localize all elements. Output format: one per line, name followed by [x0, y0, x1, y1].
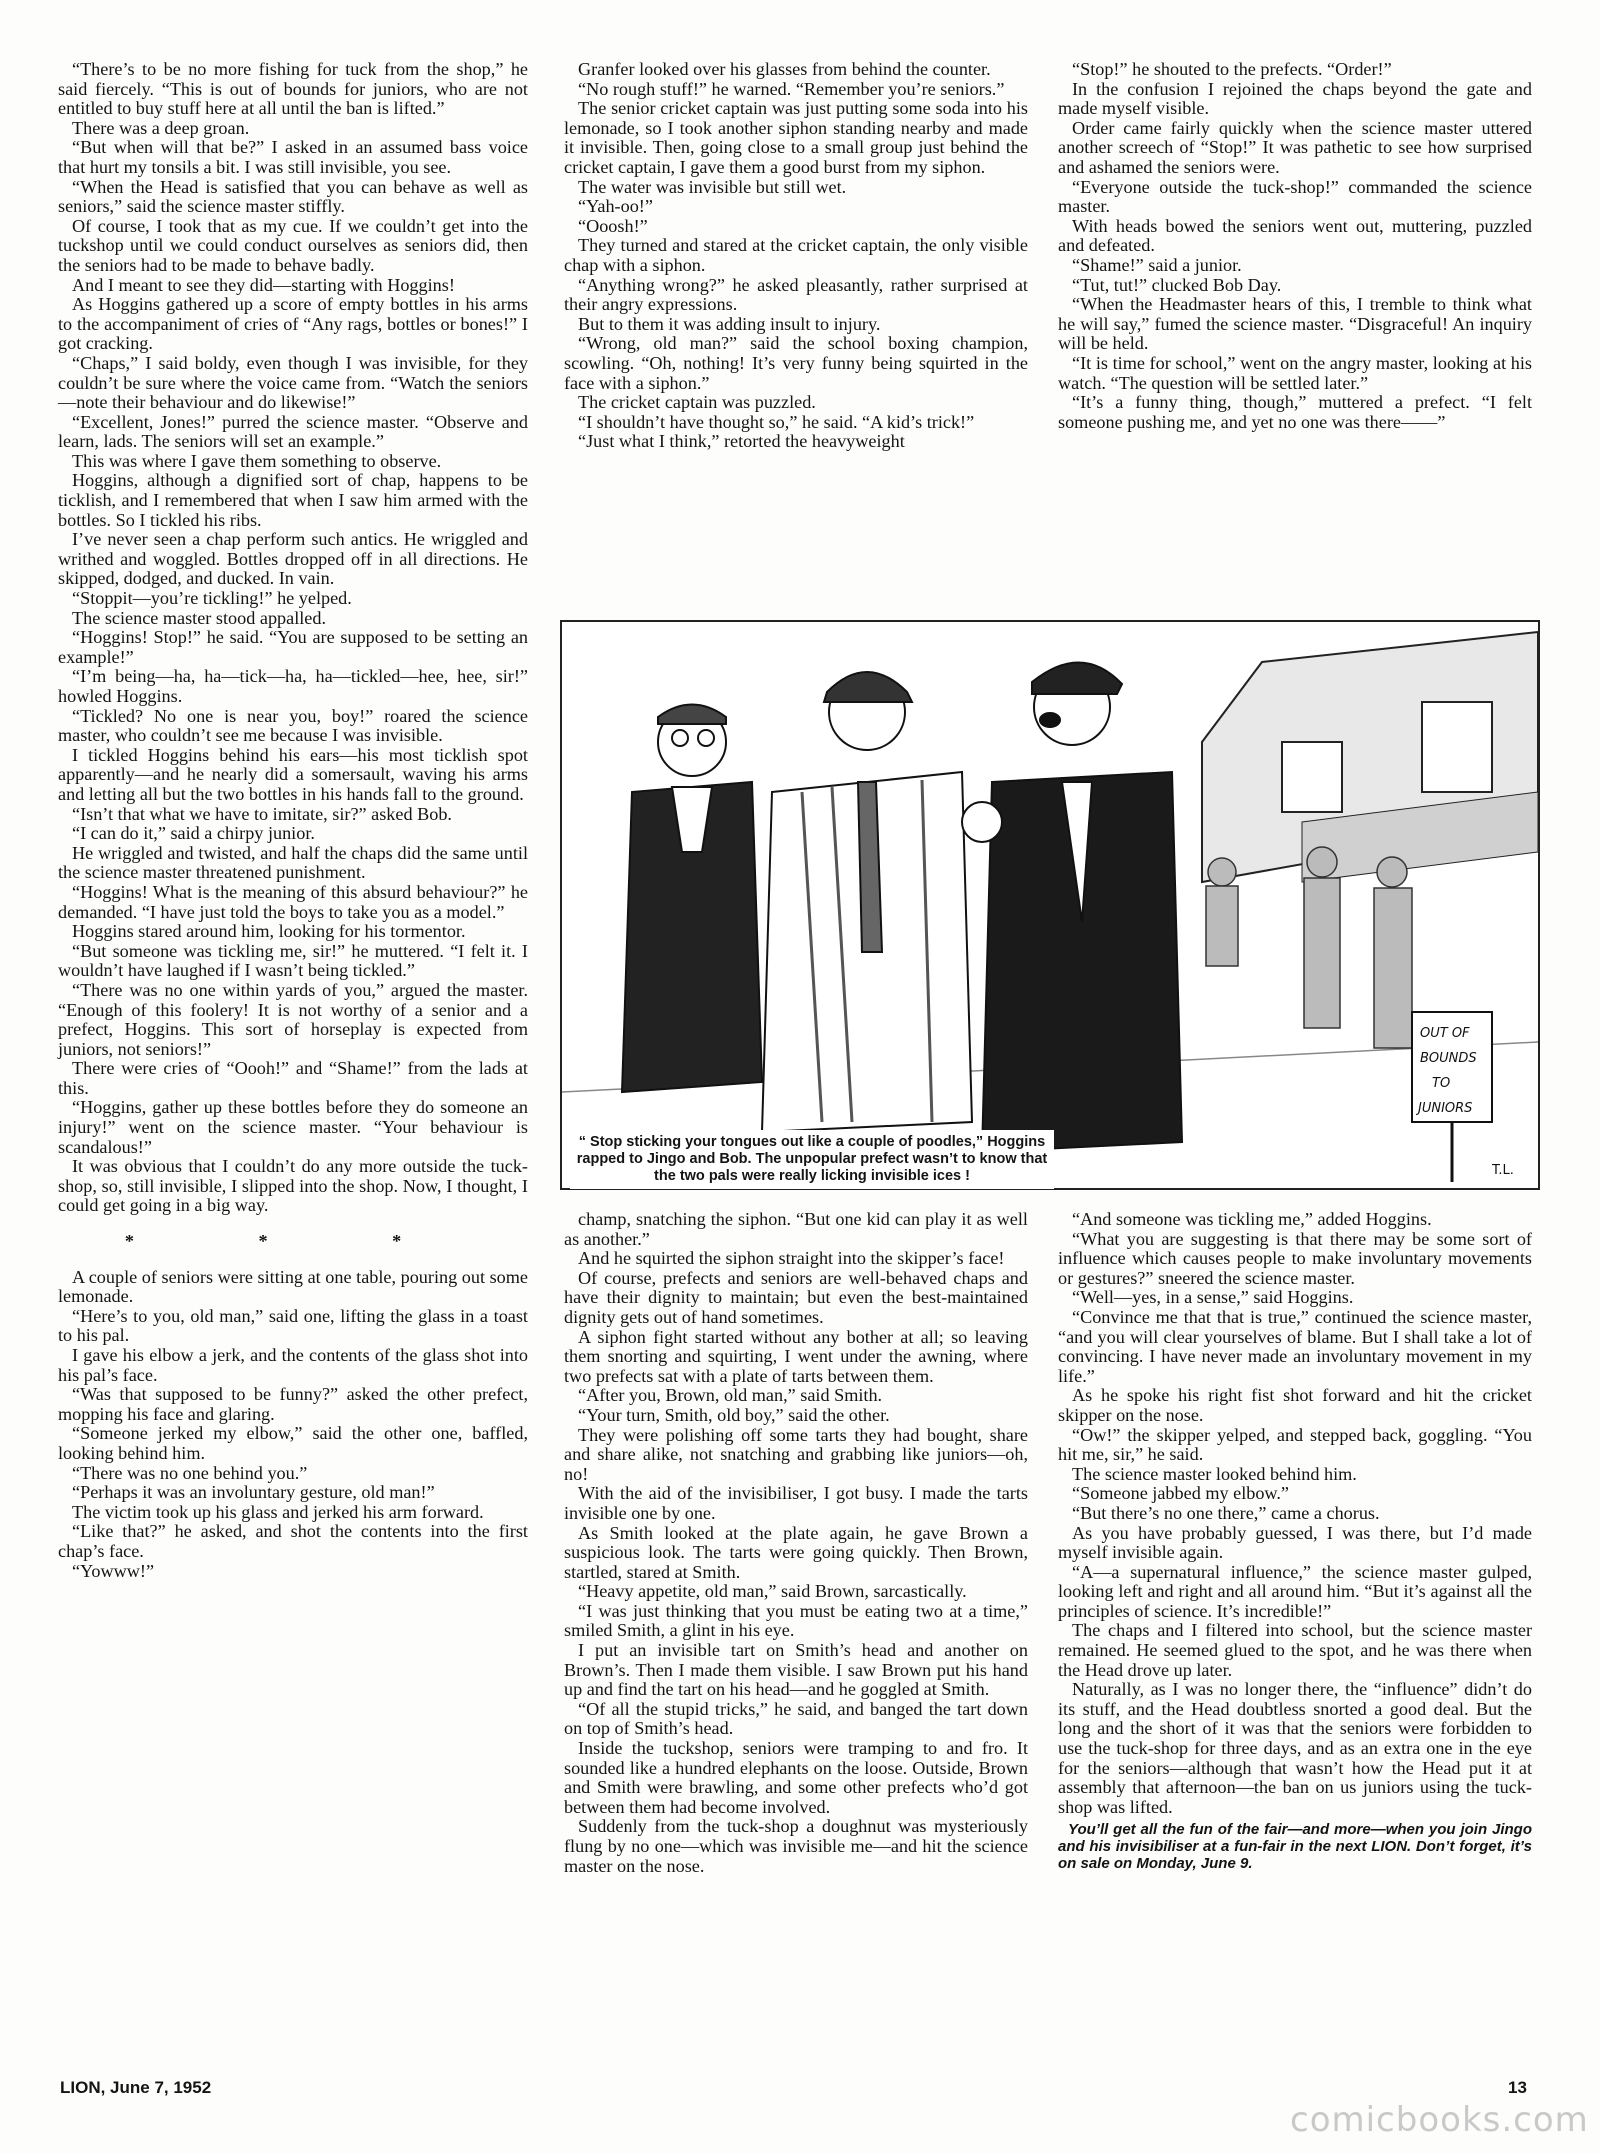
- paragraph: “But when will that be?” I asked in an assumed bass voice that hurt my tonsils a bit. I was still invisible, you see.: [58, 137, 528, 177]
- col3-bottom-paragraphs: [1058, 1210, 1532, 1817]
- paragraph: With the aid of the invisibiliser, I got busy. I made the tarts invisible one by one.: [564, 1483, 1028, 1523]
- paragraph: I tickled Hoggins behind his ears—his most ticklish spot apparently—and he nearly did a somersault, waving his arms and letting all but the two bottles in his hands fall to the ground.: [58, 744, 528, 804]
- paragraph: “Hoggins, gather up these bottles before they do someone an injury!” went on the science master. “Your behaviour is scandalous!”: [58, 1097, 528, 1157]
- footer-issue: LION, June 7, 1952: [60, 2078, 212, 2097]
- sign-text-4: JUNIORS: [1418, 1101, 1473, 1116]
- paragraph: “When the Head is satisfied that you can behave as well as seniors,” said the science master stiffly.: [58, 176, 528, 217]
- page-number: 13: [1508, 2078, 1527, 2097]
- paragraph: Of course, prefects and seniors are well-behaved chaps and have their dignity to maintain; but even the best-maintained dignity gets out of hand sometimes.: [564, 1267, 1028, 1327]
- paragraph: “Excellent, Jones!” purred the science master. “Observe and learn, lads. The seniors will set an example.”: [58, 411, 528, 452]
- sign-text-2: BOUNDS: [1420, 1051, 1477, 1066]
- paragraph: “What you are suggesting is that there may be some sort of influence which causes people to make involuntary movements or gestures?” sneered the science master.: [1058, 1228, 1532, 1288]
- paragraph: They were polishing off some tarts they had bought, share and share alike, not snatching and grabbing like juniors—oh, no!: [564, 1424, 1028, 1484]
- paragraph: “Tut, tut!” clucked Bob Day.: [1072, 274, 1282, 295]
- paragraph: A siphon fight started without any bother at all; so leaving them snorting and squirting, I went under the awning, where two prefects sat with a plate of tarts between them.: [564, 1326, 1028, 1386]
- paragraph: This was where I gave them something to observe.: [72, 450, 442, 471]
- paragraph: The cricket captain was puzzled.: [578, 392, 816, 413]
- paragraph: “But someone was tickling me, sir!” he muttered. “I felt it. I wouldn’t have laughed if I wasn’t being tickled.”: [58, 940, 528, 981]
- paragraph: It was obvious that I couldn’t do any more outside the tuck-shop, so, still invisible, I slipped into the shop. Now, I thought, I could get going in a big way.: [58, 1156, 528, 1216]
- paragraph: Hoggins stared around him, looking for his tormentor.: [72, 921, 466, 942]
- col2-bottom-paragraphs: [564, 1210, 1028, 1876]
- next-issue-promo: You’ll get all the fun of the fair—and more—when you join Jingo and his invisibiliser at a fun-fair in the next LION. Don’t forget, it’s on sale on Monday, June 9.: [1058, 1821, 1532, 1873]
- paragraph: champ, snatching the siphon. “But one kid can play it as well as another.”: [564, 1209, 1028, 1249]
- paragraph: The chaps and I filtered into school, but the science master remained. He seemed glued to the spot, and he was there when the Head drove up later.: [1058, 1620, 1532, 1680]
- paragraph: The senior cricket captain was just putting some soda into his lemonade, so I took another siphon standing nearby and made it invisible. Then, going close to a small group just behind the cricket captain, I gave them a good burst from my siphon.: [564, 98, 1028, 177]
- paragraph: “Chaps,” I said boldy, even though I was invisible, for they couldn’t be sure where the voice came from. “Watch the seniors—note their behaviour and do likewise!”: [58, 352, 528, 413]
- paragraph: “Everyone outside the tuck-shop!” commanded the science master.: [1058, 176, 1532, 217]
- paragraph: And he squirted the siphon straight into the skipper’s face!: [578, 1248, 1005, 1269]
- paragraph: “Like that?” he asked, and shot the contents into the first chap’s face.: [58, 1521, 528, 1561]
- paragraph: “Well—yes, in a sense,” said Hoggins.: [1072, 1287, 1354, 1308]
- paragraph: “Ooosh!”: [578, 215, 648, 236]
- paragraph: The science master looked behind him.: [1072, 1463, 1357, 1484]
- paragraph: “Just what I think,” retorted the heavyweight: [578, 431, 905, 452]
- paragraph: “Here’s to you, old man,” said one, lifting the glass in a toast to his pal.: [58, 1305, 528, 1346]
- paragraph: As he spoke his right fist shot forward and hit the cricket skipper on the nose.: [1058, 1385, 1532, 1425]
- column-2-bottom: [564, 1210, 1028, 1876]
- paragraph: “Convince me that that is true,” continued the science master, “and you will clear yourselves of blame. But I shall take a lot of convincing. I have never made an involuntary movement in my life.”: [1058, 1306, 1532, 1386]
- paragraph: Of course, I took that as my cue. If we couldn’t get into the tuckshop until we could conduct ourselves as seniors did, then the seniors had to be made to behave badly.: [58, 215, 528, 275]
- paragraph: Naturally, as I was no longer there, the “influence” didn’t do its stuff, and the Head doubtless snorted a good deal. But the long and the short of it was that the seniors were forbidden to use the tuck-shop for three days, and as an extra one in the eye for the seniors—although that wasn’t how the Head put it at assembly that afternoon—the ban on us juniors using the tuck-shop was lifted.: [1058, 1679, 1532, 1817]
- paragraph: “I shouldn’t have thought so,” he said. “A kid’s trick!”: [578, 411, 975, 432]
- paragraph: “Isn’t that what we have to imitate, sir?” asked Bob.: [72, 803, 452, 824]
- paragraph: “A—a supernatural influence,” the science master gulped, looking left and right and all around him. “But it’s against all the principles of science. It’s incredible!”: [1058, 1561, 1532, 1621]
- illustration-caption: “ Stop sticking your tongues out like a couple of poodles,” Hoggins rapped to Jingo and Bob. The unpopular prefect wasn’t to know that the two pals were really licking invisible ices !: [570, 1130, 1054, 1189]
- paragraph: “Someone jerked my elbow,” said the other one, baffled, looking behind him.: [58, 1423, 528, 1463]
- sign-text-3: TO: [1432, 1076, 1451, 1091]
- paragraph: Hoggins, although a dignified sort of chap, happens to be ticklish, and I remembered that when I saw him armed with the bottles. So I tickled his ribs.: [58, 470, 528, 530]
- paragraph: “Tickled? No one is near you, boy!” roared the science master, who couldn’t see me because I was invisible.: [58, 705, 528, 746]
- paragraph: Order came fairly quickly when the science master uttered another screech of “Stop!” It was pathetic to see how surprised and ashamed the seniors were.: [1058, 117, 1532, 177]
- paragraph: “Shame!” said a junior.: [1072, 254, 1242, 275]
- paragraph: “I was just thinking that you must be eating two at a time,” smiled Smith, a glint in his eye.: [564, 1600, 1028, 1641]
- building-window: [1282, 742, 1342, 812]
- paragraph: As Hoggins gathered up a score of empty bottles in his arms to the accompaniment of cries of “Any rags, bottles or bones!” I got cracking.: [58, 294, 528, 354]
- paragraph: “Stop!” he shouted to the prefects. “Order!”: [1072, 59, 1392, 79]
- paragraph: “There was no one behind you.”: [72, 1462, 308, 1483]
- paragraph: As Smith looked at the plate again, he gave Brown a suspicious look. The tarts were going quickly. Then Brown, startled, stared at Smith.: [564, 1522, 1028, 1582]
- paragraph: “I can do it,” said a chirpy junior.: [72, 823, 315, 844]
- paragraph: But to them it was adding insult to injury.: [578, 313, 881, 334]
- paragraph: “After you, Brown, old man,” said Smith.: [578, 1385, 883, 1406]
- watermark: comicbooks.com: [1290, 2100, 1589, 2140]
- paragraph: “Hoggins! Stop!” he said. “You are supposed to be setting an example!”: [58, 627, 528, 667]
- paragraph: “Anything wrong?” he asked pleasantly, rather surprised at their angry expressions.: [564, 274, 1028, 315]
- paragraph: “There was no one within yards of you,” argued the master. “Enough of this foolery! It is not worthy of a senior and a prefect, Hoggins. This sort of horseplay is expected from juniors, not seniors!”: [58, 979, 528, 1059]
- column-2-top: [564, 60, 1028, 452]
- paragraph: Inside the tuckshop, seniors were tramping to and fro. It sounded like a hundred elephants on the loose. Outside, Brown and Smith were brawling, and some other prefects who’d got between them had become involved.: [564, 1738, 1028, 1817]
- paragraph: “Wrong, old man?” said the school boxing champion, scowling. “Oh, nothing! It’s very funny being squirted in the face with a siphon.”: [564, 333, 1028, 393]
- artist-signature: T.L.: [1492, 1163, 1514, 1178]
- paragraph: They turned and stared at the cricket captain, the only visible chap with a siphon.: [564, 235, 1028, 275]
- paragraph: He wriggled and twisted, and half the chaps did the same until the science master threatened punishment.: [58, 842, 528, 883]
- paragraph: There was a deep groan.: [72, 117, 250, 138]
- paragraph: There were cries of “Oooh!” and “Shame!” from the lads at this.: [58, 1058, 528, 1098]
- paragraph: “Was that supposed to be funny?” asked the other prefect, mopping his face and glaring.: [58, 1384, 528, 1424]
- story-illustration: [560, 620, 1540, 1190]
- illustration-drawing: [562, 622, 1538, 1188]
- paragraph: “It is time for school,” went on the angry master, looking at his watch. “The question will be settled later.”: [1058, 352, 1532, 393]
- paragraph: “Ow!” the skipper yelped, and stepped back, goggling. “You hit me, sir,” he said.: [1058, 1424, 1532, 1465]
- paragraph: A couple of seniors were sitting at one table, pouring out some lemonade.: [58, 1266, 528, 1307]
- paragraph: “I’m being—ha, ha—tick—ha, ha—tickled—hee, hee, sir!” howled Hoggins.: [58, 666, 528, 706]
- paragraph: I gave his elbow a jerk, and the contents of the glass shot into his pal’s face.: [58, 1345, 528, 1385]
- paragraph: I’ve never seen a chap perform such antics. He wriggled and writhed and woggled. Bottles dropped off in all directions. He skipped, dodged, and ducked. In vain.: [58, 529, 528, 589]
- paragraph: “Someone jabbed my elbow.”: [1072, 1483, 1290, 1504]
- paragraph: “It’s a funny thing, though,” muttered a prefect. “I felt someone pushing me, and yet no one was there——”: [1058, 392, 1532, 432]
- paragraph: “No rough stuff!” he warned. “Remember you’re seniors.”: [578, 78, 1005, 99]
- paragraph: “Yowww!”: [72, 1560, 155, 1581]
- paragraph: “Perhaps it was an involuntary gesture, old man!”: [72, 1482, 435, 1503]
- paragraph: I put an invisible tart on Smith’s head and another on Brown’s. Then I made them visible. I saw Brown put his hand up and find the tart on his head—and he goggled at Smith.: [564, 1640, 1028, 1700]
- column-3-bottom: [1058, 1210, 1532, 1872]
- paragraph: “But there’s no one there,” came a chorus.: [1072, 1502, 1380, 1523]
- col2-top-paragraphs: [564, 60, 1028, 452]
- paragraph: As you have probably guessed, I was there, but I’d made myself invisible again.: [1058, 1522, 1532, 1563]
- paragraph: The victim took up his glass and jerked his arm forward.: [72, 1501, 484, 1522]
- paragraph: With heads bowed the seniors went out, muttering, puzzled and defeated.: [1058, 215, 1532, 256]
- paragraph: “Heavy appetite, old man,” said Brown, sarcastically.: [578, 1581, 967, 1602]
- col1-paragraphs: [58, 60, 528, 1216]
- paragraph: “Stoppit—you’re tickling!” he yelped.: [72, 588, 352, 609]
- sign-text-1: OUT OF: [1420, 1026, 1470, 1041]
- col1-paragraphs-b: [58, 1268, 528, 1582]
- paragraph: “Your turn, Smith, old boy,” said the other.: [578, 1404, 890, 1425]
- paragraph: The science master stood appalled.: [72, 607, 327, 628]
- paragraph: The water was invisible but still wet.: [578, 176, 847, 197]
- paragraph: “Hoggins! What is the meaning of this absurd behaviour?” he demanded. “I have just told the boys to take you as a model.”: [58, 881, 528, 922]
- paragraph: “Yah-oo!”: [578, 196, 653, 217]
- column-3-top: [1058, 60, 1532, 432]
- paragraph: Granfer looked over his glasses from behind the counter.: [578, 59, 991, 79]
- paragraph: In the confusion I rejoined the chaps beyond the gate and made myself visible.: [1058, 78, 1532, 119]
- column-1: [58, 60, 528, 1581]
- paragraph: And I meant to see they did—starting with Hoggins!: [72, 274, 455, 295]
- section-break: * * *: [124, 1231, 462, 1252]
- paragraph: “When the Headmaster hears of this, I tremble to think what he will say,” fumed the science master. “Disgraceful! An inquiry will be held.: [1058, 294, 1532, 354]
- paragraph: Suddenly from the tuck-shop a doughnut was mysteriously flung by no one—which was invisible me—and hit the science master on the nose.: [564, 1816, 1028, 1876]
- paragraph: “And someone was tickling me,” added Hoggins.: [1072, 1209, 1432, 1229]
- building-window: [1422, 702, 1492, 792]
- paragraph: “There’s to be no more fishing for tuck from the shop,” he said fiercely. “This is out of bounds for juniors, who are not entitled to buy stuff here at all until the ban is lifted.”: [58, 59, 528, 119]
- paragraph: “Of all the stupid tricks,” he said, and banged the tart down on top of Smith’s head.: [564, 1698, 1028, 1739]
- col3-top-paragraphs: [1058, 60, 1532, 432]
